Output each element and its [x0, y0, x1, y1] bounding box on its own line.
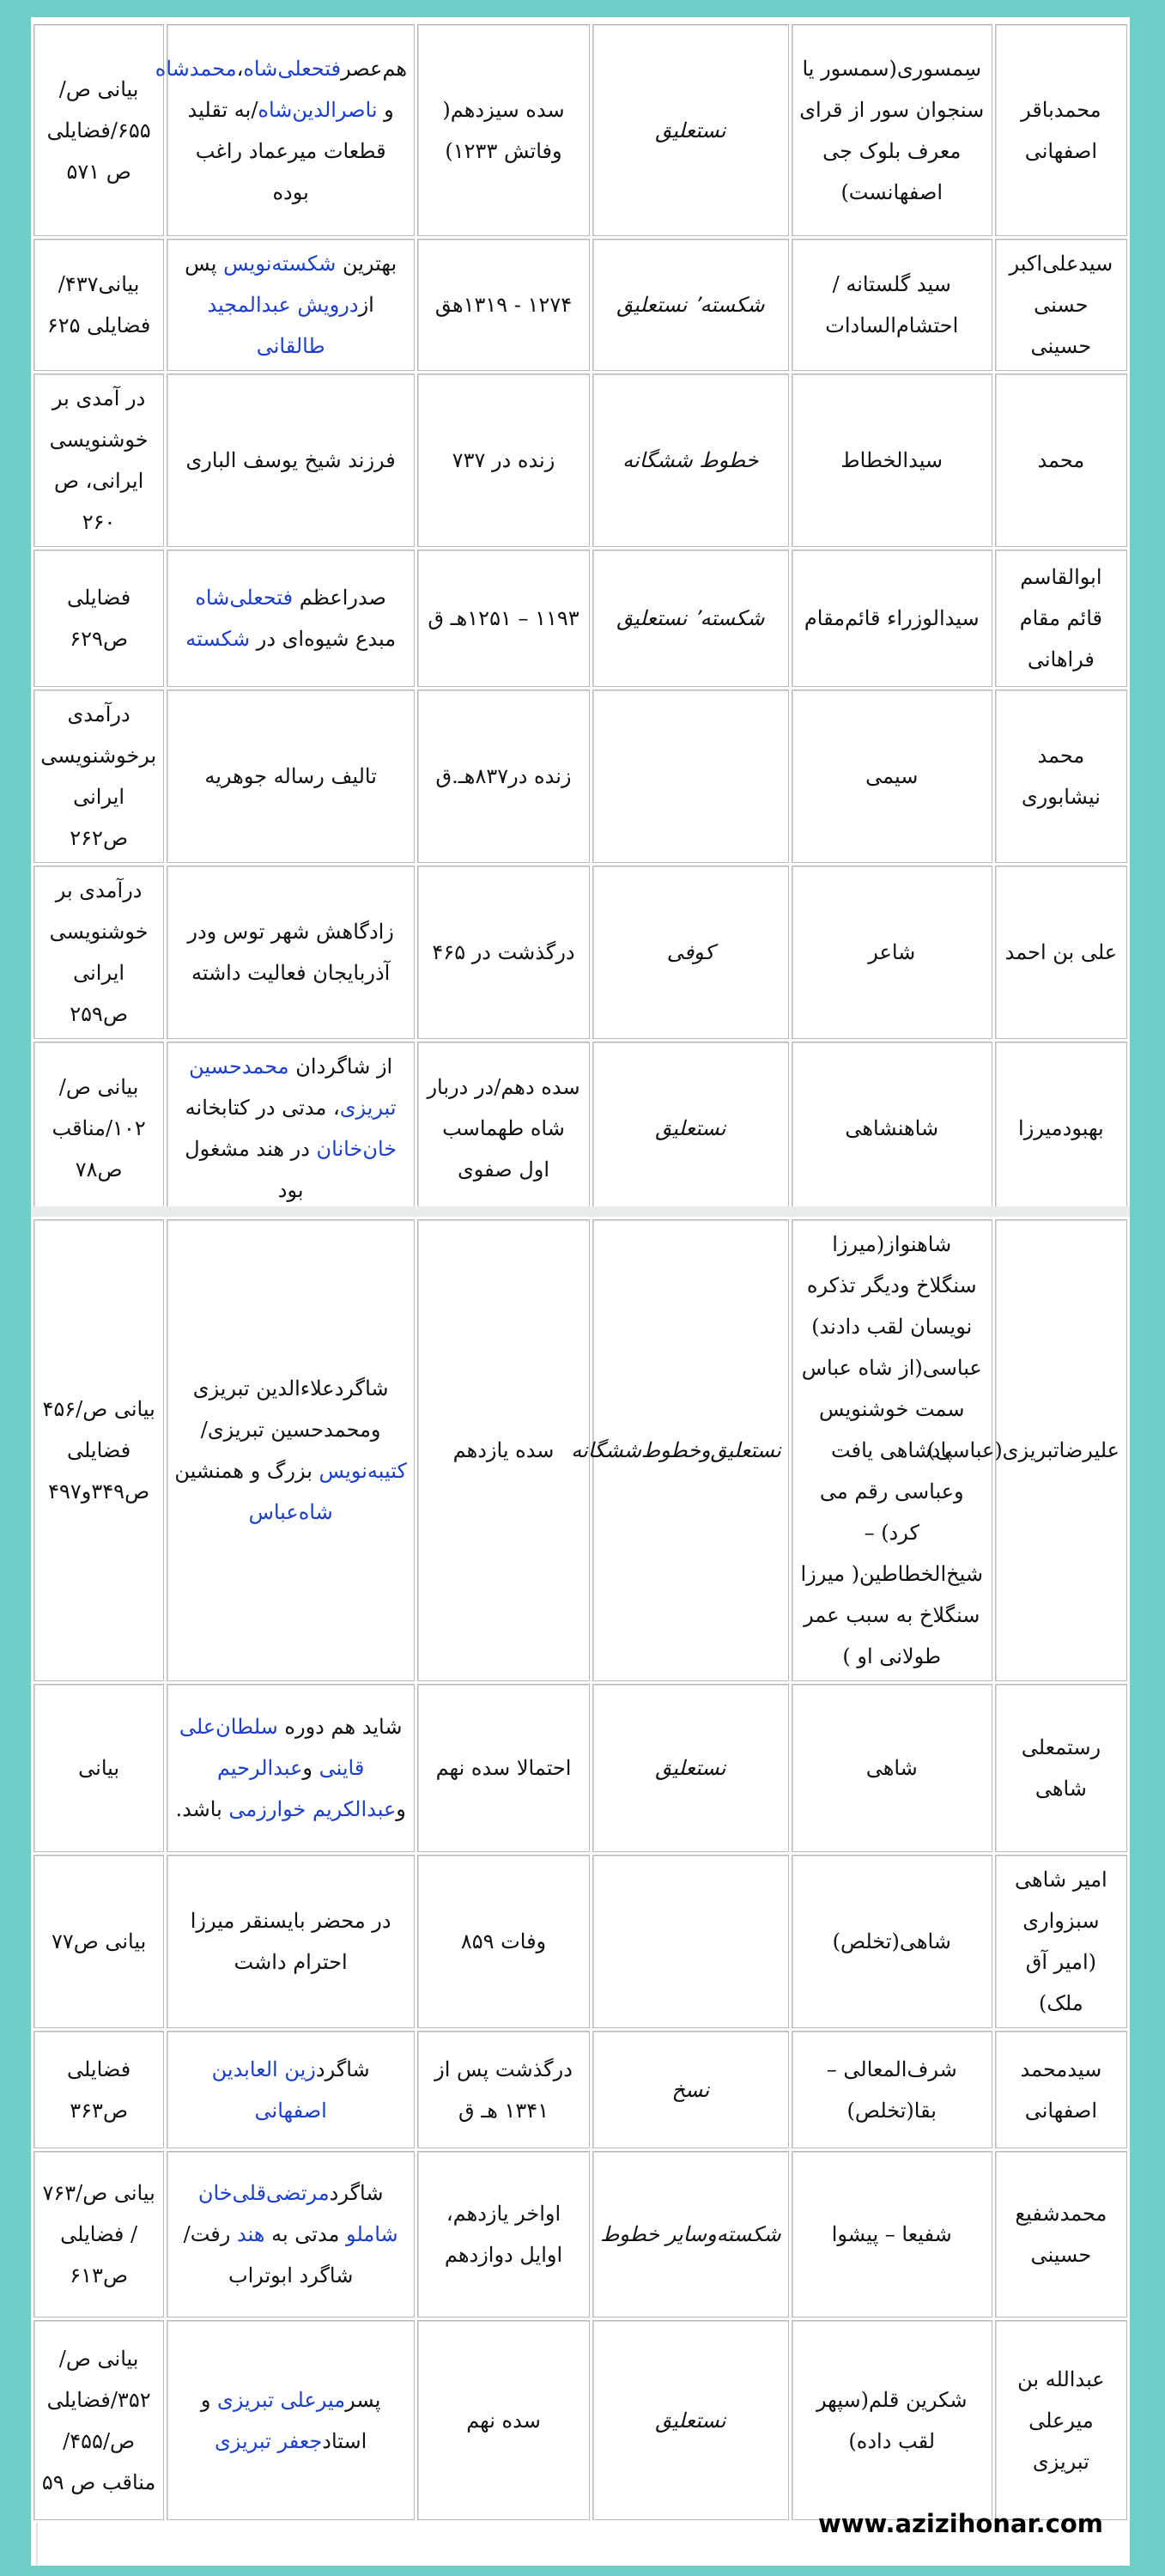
description-cell [167, 1042, 415, 1215]
date-cell: سده نهم [417, 2320, 590, 2520]
description-text: و [377, 97, 394, 122]
description-cell [167, 1219, 415, 1681]
description-link[interactable]: فتحعلی‌شاه [243, 56, 342, 81]
table-row [33, 550, 1127, 687]
source-cell: فضایلی ص۶۲۹ [33, 550, 164, 687]
calligrapher-name-link[interactable]: علیرضاتبریزی(عباسی) [995, 1219, 1127, 1681]
script-style-cell: کوفی [592, 866, 789, 1039]
title-cell: شاهنشاهی [792, 1042, 992, 1215]
calligrapher-name-link[interactable]: محمد نیشابوری [995, 690, 1127, 863]
table-row [33, 2151, 1127, 2318]
description-text: /به تقلید قطعات میرعماد راغب بوده [187, 97, 386, 204]
script-style-cell [592, 690, 789, 863]
description-cell [167, 2151, 415, 2318]
table-row [33, 1042, 1127, 1215]
description-link[interactable]: مرتضی‌قلی‌خان شاملو [197, 2181, 398, 2246]
table-row [33, 24, 1127, 236]
title-cell: شاهی [792, 1684, 992, 1852]
description-link[interactable]: خان‌خانان [316, 1137, 397, 1161]
description-link[interactable]: فتحعلی‌شاه [195, 586, 294, 610]
calligrapher-name-link[interactable]: محمد [995, 374, 1127, 547]
description-link[interactable]: جعفر تبریزی [214, 2428, 323, 2453]
table-row [33, 374, 1127, 547]
description-link[interactable]: سلطان‌علی قاینی [179, 1715, 365, 1780]
description-link[interactable]: کتیبه‌نویس [319, 1459, 407, 1483]
description-link[interactable]: درویش عبدالمجید طالقانی [207, 293, 359, 358]
description-text: و [302, 1756, 319, 1780]
calligrapher-name-link[interactable]: ابوالقاسم قائم مقام فراهانی [995, 550, 1127, 687]
description-text: و استاد [200, 2387, 367, 2453]
calligrapher-name-link[interactable]: علی بن احمد [995, 866, 1127, 1039]
description-text: هم‌عصر [341, 56, 408, 81]
calligrapher-name-link[interactable]: محمدباقر اصفهانی [995, 24, 1127, 236]
date-cell: درگذشت در ۴۶۵ [417, 866, 590, 1039]
script-style-cell: نستعلیق [592, 24, 789, 236]
title-cell: شرف‌المعالی – بقا(تخلص) [792, 2031, 992, 2148]
table-row [33, 1219, 1127, 1681]
date-cell: زنده در ۷۳۷ [417, 374, 590, 547]
description-cell [155, 24, 415, 236]
source-cell: بیانی۴۳۷/فضایلی ۶۲۵ [33, 239, 164, 371]
description-text: شاگرد [329, 2181, 384, 2205]
table-row [33, 866, 1127, 1039]
description-cell [167, 1855, 415, 2028]
description-text: مدتی به [264, 2222, 347, 2246]
description-text: تالیف رساله جوهریه [204, 764, 377, 788]
description-text: فرزند شیخ یوسف البارى [185, 448, 396, 472]
description-text: زادگاهش شهر توس ودر آذربایجان فعالیت داشته [187, 920, 394, 985]
table-row [33, 1855, 1127, 2028]
description-text: رفت/ شاگرد ابوتراب [183, 2222, 354, 2287]
source-cell: بیانی ص/۱۰۲/مناقب ص۷۸ [33, 1042, 164, 1215]
date-cell: ۱۲۷۴ - ۱۳۱۹هق [417, 239, 590, 371]
source-cell: درآمدی برخوشنویسی ایرانی ص۲۶۲ [33, 690, 164, 863]
description-cell [167, 2320, 415, 2520]
table-row [33, 690, 1127, 863]
source-cell: درآمدی بر خوشنویسی ایرانی ص۲۵۹ [33, 866, 164, 1039]
calligrapher-name-link[interactable]: محمدشفیع حسینی [995, 2151, 1127, 2318]
script-style-cell [592, 1855, 789, 2028]
source-cell: در آمدی بر خوشنویسی ایرانی، ص ۲۶۰ [33, 374, 164, 547]
script-style-cell: شکسته٬ نستعلیق [592, 239, 789, 371]
site-url: www.azizihonar.com [817, 2509, 1103, 2538]
title-cell: سیدالخطاط [792, 374, 992, 547]
description-text: شاگردعلاءالدین تبریزی ومحمدحسین تبریزی/ [192, 1376, 389, 1442]
description-link[interactable]: ناصرالدین‌شاه [258, 97, 378, 122]
source-cell: فضایلی ص۳۶۳ [33, 2031, 164, 2148]
description-text: در محضر بایسنقر میرزا احترام داشت [190, 1909, 391, 1974]
script-style-cell: نستعلیق‌وخطوط‌ششگانه [592, 1219, 789, 1681]
script-style-cell: شکسته‌وسایر خطوط [592, 2151, 789, 2318]
description-text: صدراعظم [293, 586, 386, 610]
date-cell: سده یازدهم [417, 1219, 590, 1681]
description-link[interactable]: عبدالرحیم [216, 1756, 303, 1780]
source-cell: بیانی [33, 1684, 164, 1852]
date-cell: سده دهم/در دربار شاه طهماسب اول صفوی [417, 1042, 590, 1215]
description-text: ، مدتی در کتابخانه [185, 1096, 340, 1120]
description-link[interactable]: شکسته‌نویس [223, 252, 337, 276]
description-cell [167, 2031, 415, 2148]
description-cell [167, 374, 415, 547]
description-link[interactable]: محمدحسین تبریزی [189, 1054, 397, 1120]
date-cell: ۱۱۹۳ – ۱۲۵۱هـ ق [417, 550, 590, 687]
description-cell [167, 866, 415, 1039]
description-text: بزرگ و همنشین [174, 1459, 319, 1483]
date-cell: درگذشت پس از ۱۳۴۱ هـ ق [417, 2031, 590, 2148]
description-text: شاید هم دوره [277, 1715, 403, 1739]
description-link[interactable]: میرعلی تبریزی [217, 2387, 346, 2412]
source-cell: بیانی ص/۷۶۳ / فضایلی ص۶۱۳ [33, 2151, 164, 2318]
title-cell: شکرین قلم(سپهر لقب داده) [792, 2320, 992, 2520]
calligrapher-name-link[interactable]: بهبودمیرزا [995, 1042, 1127, 1215]
date-cell: احتمالا سده نهم [417, 1684, 590, 1852]
description-link[interactable]: زین العابدین اصفهانی [211, 2057, 327, 2123]
description-cell [167, 239, 415, 371]
table-row [33, 2031, 1127, 2148]
source-cell: بیانی ص/۶۵۵/فضایلی ص ۵۷۱ [33, 24, 164, 236]
calligrapher-name-link[interactable]: سیدمحمد اصفهانی [995, 2031, 1127, 2148]
date-cell: سده سیزدهم( وفاتش ۱۲۳۳) [417, 24, 590, 236]
description-link[interactable]: شاه‌عباس [248, 1500, 333, 1524]
script-style-cell: شکسته٬ نستعلیق [592, 550, 789, 687]
title-cell: سِمسوری(سمسور یا سنجوان سور از قرای معرف بلوک جی اصفهانست) [792, 24, 992, 236]
title-cell: سیدالوزراء قائم‌مقام [792, 550, 992, 687]
script-style-cell: نسخ [592, 2031, 789, 2148]
script-style-cell: خطوط ششگانه [592, 374, 789, 547]
title-cell: سید گلستانه / احتشام‌السادات [792, 239, 992, 371]
source-cell: بیانی ص/۴۵۶ فضایلی ص۳۴۹و۴۹۷ [33, 1219, 164, 1681]
title-cell: شفیعا – پیشوا [792, 2151, 992, 2318]
description-link[interactable]: هند [236, 2222, 265, 2246]
script-style-cell: نستعلیق [592, 1684, 789, 1852]
table-row [33, 239, 1127, 371]
calligrapher-name-link[interactable]: سیدعلی‌اکبر حسنی حسینی [995, 239, 1127, 371]
title-cell: شاهنواز(میرزا سنگلاخ ودیگر تذکره نویسان لقب دادند) عباسی(از شاه عباس سمت خوشنویس پادشاهی یافت وعباسی رقم می کرد) – شیخ‌الخطاطین( میرزا سنگلاخ به سبب عمر طولانی او ) [792, 1219, 992, 1681]
title-cell: شاهی(تخلص) [792, 1855, 992, 2028]
date-cell: زنده در۸۳۷هـ.ق [417, 690, 590, 863]
calligraphers-table-part-1 [31, 21, 1130, 1218]
description-text: بهترین [336, 252, 397, 276]
description-cell [167, 550, 415, 687]
description-cell [167, 1684, 415, 1852]
title-cell: سیمی [792, 690, 992, 863]
description-text: از شاگردان [288, 1054, 393, 1078]
description-text: پس از [185, 252, 374, 317]
date-cell: وفات ۸۵۹ [417, 1855, 590, 2028]
table-row [33, 2320, 1127, 2520]
calligraphers-table-part-2 [31, 1217, 1130, 2523]
description-text: در هند مشغول بود [185, 1137, 317, 1202]
description-text: شاگرد [315, 2057, 370, 2081]
script-style-cell: نستعلیق [592, 2320, 789, 2520]
description-text: و [396, 1797, 406, 1821]
description-text: پسر [345, 2387, 381, 2412]
source-cell: بیانی ص/۳۵۲/فضایلی ص/۴۵۵/مناقب ص ۵۹ [33, 2320, 164, 2520]
table-row [33, 1684, 1127, 1852]
calligrapher-name-link[interactable]: امیر شاهی سبزواری (امیر آق ملک) [995, 1855, 1127, 2028]
description-text: باشد. [175, 1797, 229, 1821]
description-link[interactable]: عبدالکریم خوارزمی [228, 1797, 397, 1821]
date-cell: اواخر یازدهم، اوایل دوازدهم [417, 2151, 590, 2318]
source-cell: بیانی ص۷۷ [33, 1855, 164, 2028]
description-link[interactable]: شکسته [185, 627, 251, 651]
title-cell: شاعر [792, 866, 992, 1039]
calligrapher-name-link[interactable]: رستمعلی شاهی [995, 1684, 1127, 1852]
section-gap [31, 1206, 1130, 1217]
script-style-cell: نستعلیق [592, 1042, 789, 1215]
calligrapher-name-link[interactable]: عبدالله بن میرعلی تبریزی [995, 2320, 1127, 2520]
description-link[interactable]: محمدشاه [155, 56, 237, 81]
description-cell [167, 690, 415, 863]
description-text: مبدع شیوه‌ای در [250, 627, 397, 651]
description-text: ، [236, 56, 244, 81]
